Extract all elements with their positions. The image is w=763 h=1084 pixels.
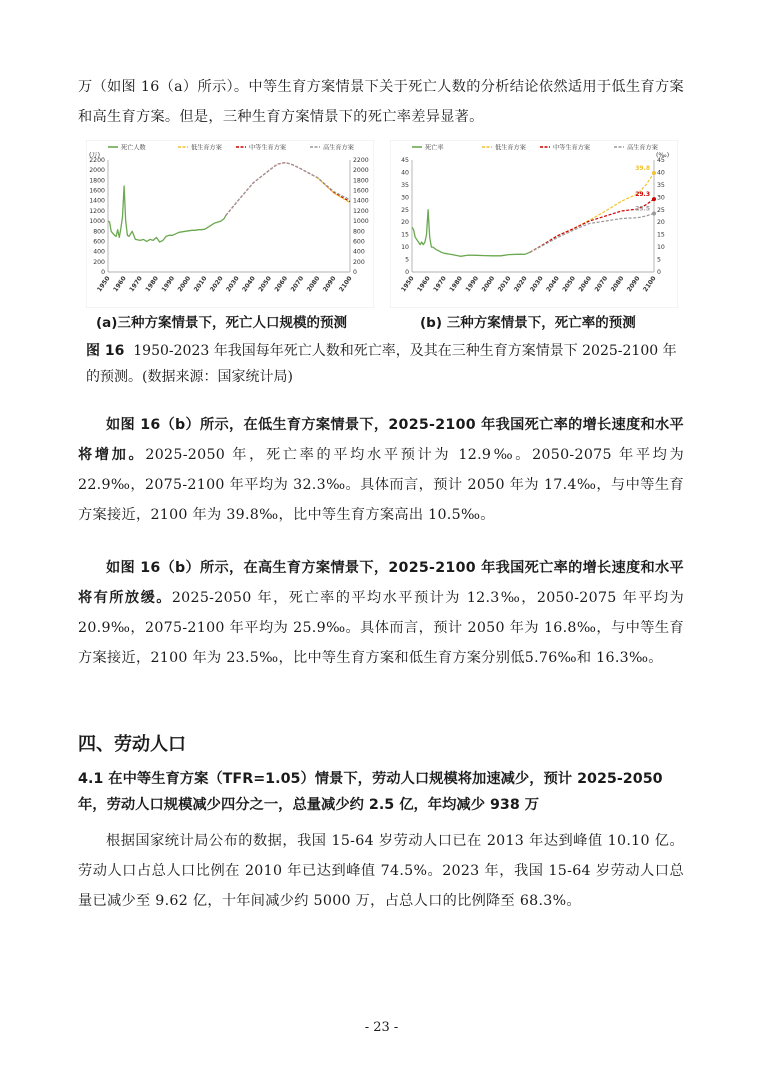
y-tick-label: 800 — [353, 228, 365, 236]
x-tick-label: 2020 — [512, 275, 529, 294]
y-tick-label: 25 — [401, 206, 409, 214]
x-tick-label: 1980 — [448, 275, 465, 294]
x-tick-label: 2000 — [480, 275, 497, 294]
paragraph-labor: 根据国家统计局公布的数据，我国 15-64 岁劳动人口已在 2013 年达到峰值 10.10 亿。劳动人口占总人口比例在 2010 年已达到峰值 74.5%。2023 年，我国 15-64 岁劳动人口总量已减少至 9.62 亿，十年间减少约 5000 万，占总人口的比例降至 68.3%。 — [78, 833, 684, 909]
y-tick-label: 0 — [101, 269, 105, 276]
y-tick-label: 800 — [93, 228, 105, 236]
y-tick-label: 400 — [93, 248, 105, 256]
y-tick-label: 1800 — [353, 177, 369, 185]
y-tick-label: 200 — [353, 258, 365, 266]
data-label: 29.3 — [635, 191, 650, 199]
x-tick-label: 1960 — [416, 275, 432, 294]
y-tick-label: 2000 — [353, 167, 369, 175]
y-tick-label: 35 — [401, 181, 409, 189]
y-tick-label: 10 — [401, 244, 409, 252]
x-tick-label: 2040 — [545, 275, 561, 294]
figure-caption-label: 图 16 — [86, 343, 125, 359]
figure-caption-text: 1950-2023 年我国每年死亡人数和死亡率，及其在三种生育方案情景下 2025-2100 年的预测。(数据来源：国家统计局) — [86, 343, 677, 385]
y-tick-label: 600 — [93, 238, 105, 246]
x-tick-label: 1950 — [96, 275, 112, 294]
subsection-heading: 4.1 在中等生育方案（TFR=1.05）情景下，劳动人口规模将加速减少，预计 2025-2050 年，劳动人口规模减少四分之一，总量减少约 2.5 亿，年均减少 938 万 — [78, 771, 663, 813]
x-tick-label: 2100 — [642, 275, 658, 294]
subcaption-a: (a)三种方案情景下，死亡人口规模的预测 — [96, 315, 347, 331]
y-tick-label: 25 — [657, 206, 665, 214]
legend-label: 死亡率 — [425, 144, 444, 152]
y-tick-label: 1200 — [353, 207, 369, 215]
x-tick-label: 2070 — [289, 275, 306, 294]
x-tick-label: 2050 — [561, 275, 577, 294]
x-tick-label: 1950 — [400, 275, 416, 294]
legend-label: 中等生育方案 — [249, 144, 287, 152]
y-tick-label: 20 — [401, 219, 409, 227]
x-tick-label: 2050 — [257, 275, 273, 294]
x-tick-label: 1990 — [160, 275, 177, 294]
y-tick-label: 30 — [401, 194, 409, 202]
x-tick-label: 2090 — [321, 275, 338, 294]
y-tick-label: 1600 — [89, 187, 105, 195]
x-tick-label: 2030 — [529, 275, 545, 294]
figure-caption — [86, 338, 686, 390]
x-tick-label: 2090 — [625, 275, 642, 294]
x-tick-label: 1970 — [128, 275, 144, 294]
x-tick-label: 1980 — [144, 275, 161, 294]
y-tick-label: 0 — [353, 269, 357, 276]
x-tick-label: 2010 — [496, 275, 513, 294]
y-tick-label: 45 — [401, 157, 409, 164]
x-tick-label: 1960 — [112, 275, 128, 294]
paragraph-high-fertility-lead: 如图 16（b）所示，在高生育方案情景下，2025-2100 年我国死亡率的增长速度和水平将有所放缓。 — [78, 560, 684, 606]
y-tick-label: 30 — [657, 194, 665, 202]
y-tick-label: 1800 — [89, 177, 105, 185]
unit-label: (万) — [89, 152, 101, 159]
y-tick-label: 1200 — [89, 207, 105, 215]
x-tick-label: 2070 — [593, 275, 610, 294]
legend-label: 低生育方案 — [495, 144, 526, 152]
y-tick-label: 40 — [401, 169, 409, 177]
y-tick-label: 45 — [657, 157, 665, 164]
chart-death-count — [86, 140, 374, 308]
paragraph-low-fertility-body: 2025-2050 年，死亡率的平均水平预计为 12.9‰。2050-2075 年平均为 22.9‰，2075-2100 年平均为 32.3‰。具体而言，预计 2050 年为 17.4‰，与中等生育方案接近，2100 年为 39.8‰，比中等生育方案高出 10.5‰。 — [78, 447, 685, 523]
x-tick-label: 2020 — [208, 275, 225, 294]
legend-label: 中等生育方案 — [553, 144, 591, 152]
x-tick-label: 2060 — [273, 275, 290, 294]
y-tick-label: 5 — [657, 256, 661, 264]
end-point-marker — [652, 212, 656, 216]
y-tick-label: 2000 — [89, 167, 105, 175]
chart-death-rate — [390, 140, 678, 308]
y-tick-label: 20 — [657, 219, 665, 227]
paragraph-high-fertility — [78, 553, 684, 673]
section-heading: 四、劳动人口 — [78, 734, 186, 755]
subcaption-b: (b) 三种方案情景下，死亡率的预测 — [420, 315, 636, 331]
x-tick-label: 2080 — [609, 275, 626, 294]
x-tick-label: 2040 — [241, 275, 257, 294]
paragraph-low-fertility-lead: 如图 16（b）所示，在低生育方案情景下，2025-2100 年我国死亡率的增长速度和水平将增加。 — [78, 417, 684, 463]
data-label: 39.8 — [635, 164, 650, 172]
page-number: - 23 - — [364, 1020, 399, 1035]
end-point-marker — [652, 197, 656, 201]
y-tick-label: 1600 — [353, 187, 369, 195]
x-tick-label: 2080 — [305, 275, 322, 294]
y-tick-label: 0 — [405, 269, 409, 276]
paragraph-intro: 万（如图 16（a）所示）。中等生育方案情景下关于死亡人数的分析结论依然适用于低生育方案和高生育方案。但是，三种生育方案情景下的死亡率差异显著。 — [78, 79, 684, 125]
legend-label: 低生育方案 — [191, 144, 222, 152]
legend-label: 高生育方案 — [323, 144, 354, 152]
y-tick-label: 0 — [657, 269, 661, 276]
y-tick-label: 2200 — [89, 157, 105, 164]
y-tick-label: 35 — [657, 181, 665, 189]
legend-label: 高生育方案 — [627, 144, 658, 152]
x-tick-label: 2030 — [225, 275, 241, 294]
x-tick-label: 1970 — [432, 275, 448, 294]
y-tick-label: 1400 — [89, 197, 105, 205]
y-tick-label: 1400 — [353, 197, 369, 205]
y-tick-label: 2200 — [353, 157, 369, 164]
y-tick-label: 200 — [93, 258, 105, 266]
data-label: 23.5 — [635, 205, 650, 213]
y-tick-label: 40 — [657, 169, 665, 177]
y-tick-label: 1000 — [89, 218, 105, 226]
y-tick-label: 15 — [401, 231, 409, 239]
y-tick-label: 10 — [657, 244, 665, 252]
x-tick-label: 2000 — [176, 275, 193, 294]
y-tick-label: 400 — [353, 248, 365, 256]
end-point-marker — [652, 171, 656, 175]
paragraph-high-fertility-body: 2025-2050 年，死亡率的平均水平预计为 12.3‰，2050-2075 年平均为 20.9‰，2075-2100 年平均为 25.9‰。具体而言，预计 2050 年为 16.8‰，与中等生育方案接近，2100 年为 23.5‰，比中等生育方案和低生育方案分别低5.76‰和 16.3‰。 — [78, 590, 684, 666]
y-tick-label: 5 — [405, 256, 409, 264]
x-tick-label: 2010 — [192, 275, 209, 294]
x-tick-label: 1990 — [464, 275, 481, 294]
paragraph-low-fertility — [78, 410, 684, 530]
legend-label: 死亡人数 — [121, 144, 146, 152]
unit-label: (‰) — [656, 152, 670, 159]
x-tick-label: 2100 — [338, 275, 354, 294]
y-tick-label: 600 — [353, 238, 365, 246]
x-tick-label: 2060 — [577, 275, 594, 294]
y-tick-label: 1000 — [353, 218, 369, 226]
y-tick-label: 15 — [657, 231, 665, 239]
